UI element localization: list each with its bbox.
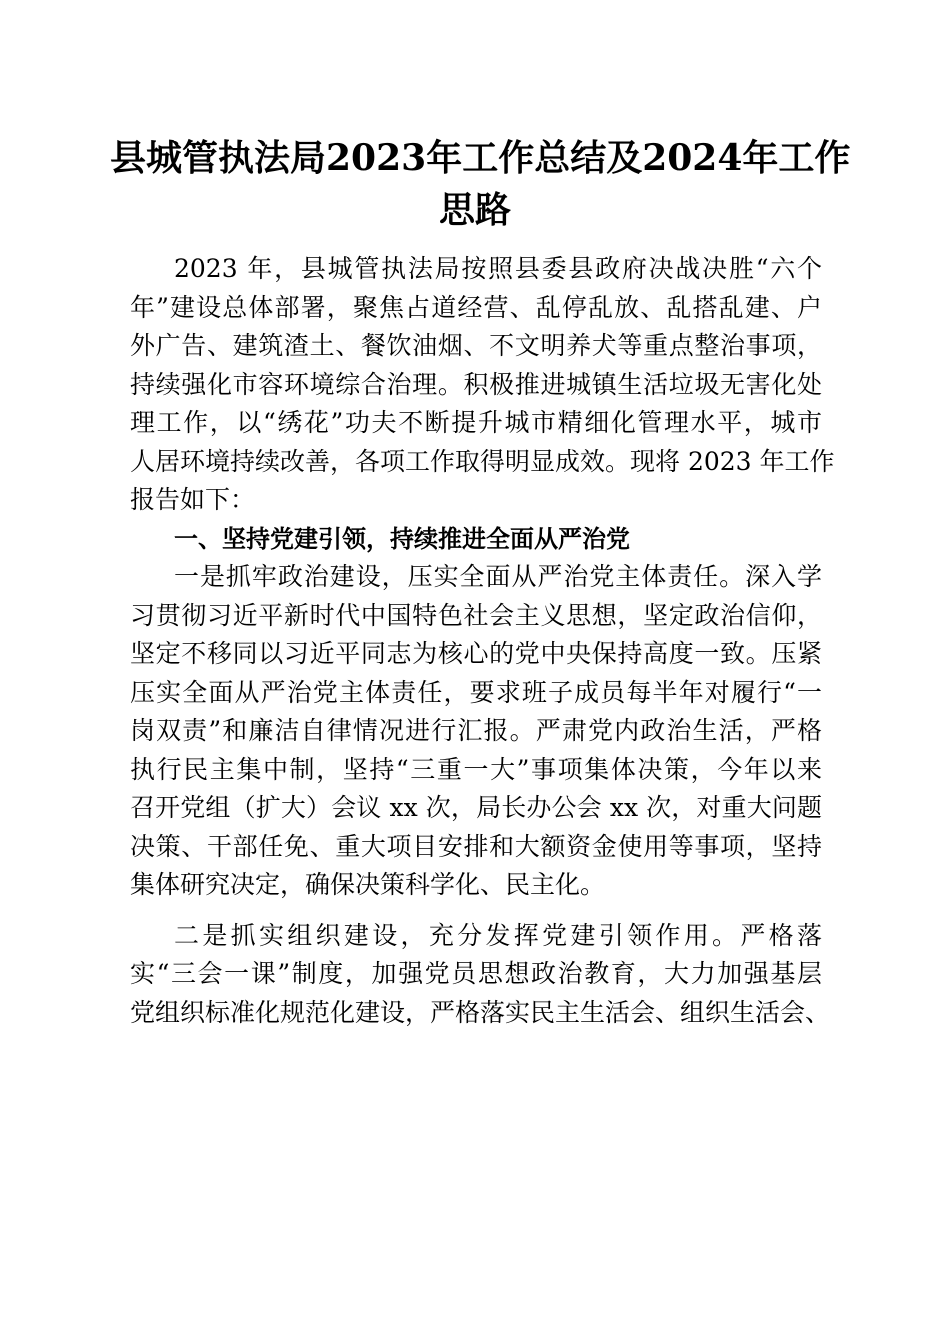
body-paragraph-1 [130,558,850,905]
body-paragraph-2 [130,917,850,1033]
paragraph-line: 理工作，以“绣花”功夫不断提升城市精细化管理水平，城市 [130,408,822,437]
paragraph-line: 人居环境持续改善，各项工作取得明显成效。现将 2023 年工作 [130,446,835,476]
document-title [110,132,851,236]
paragraph-line: 报告如下： [130,485,256,514]
title-line-1: 县城管执法局2023年工作总结及2024年工作 [110,137,851,179]
paragraph-line: 集体研究决定，确保决策科学化、民主化。 [130,870,606,899]
paragraph-line: 实“三会一课”制度，加强党员思想政治教育，大力加强基层 [130,959,822,988]
paragraph-line: 召开党组（扩大）会议 xx 次，局长办公会 xx 次，对重大问题 [130,793,822,822]
paragraph-line: 习贯彻习近平新时代中国特色社会主义思想，坚定政治信仰， [130,600,822,630]
title-line-2: 思路 [438,189,511,231]
section-heading [130,520,850,559]
paragraph-line: 执行民主集中制，坚持“三重一大”事项集体决策，今年以来 [130,754,822,784]
paragraph-line: 坚定不移同以习近平同志为核心的党中央保持高度一致。压紧 [130,639,822,668]
paragraph-line: 党组织标准化规范化建设，严格落实民主生活会、组织生活会、 [130,997,831,1027]
paragraph-line: 二是抓实组织建设，充分发挥党建引领作用。严格落 [174,920,822,950]
paragraph-line: 决策、干部任免、重大项目安排和大额资金使用等事项，坚持 [130,831,822,861]
paragraph-line: 年”建设总体部署，聚焦占道经营、乱停乱放、乱搭乱建、户 [130,292,822,322]
paragraph-line: 一是抓牢政治建设，压实全面从严治党主体责任。深入学 [174,562,822,591]
document-body [130,250,850,1032]
paragraph-line: 外广告、建筑渣土、餐饮油烟、不文明养犬等重点整治事项， [130,331,822,360]
paragraph-line: 持续强化市容环境综合治理。积极推进城镇生活垃圾无害化处 [130,369,822,399]
paragraph-line: 2023 年，县城管执法局按照县委县政府决战决胜“六个 [174,254,822,283]
paragraph-gap [130,905,850,917]
intro-paragraph [130,250,850,520]
paragraph-line: 岗双责”和廉洁自律情况进行汇报。严肃党内政治生活，严格 [130,716,822,745]
paragraph-line: 压实全面从严治党主体责任，要求班子成员每半年对履行“一 [130,677,822,707]
section-heading-text: 一、坚持党建引领，持续推进全面从严治党 [174,524,630,553]
